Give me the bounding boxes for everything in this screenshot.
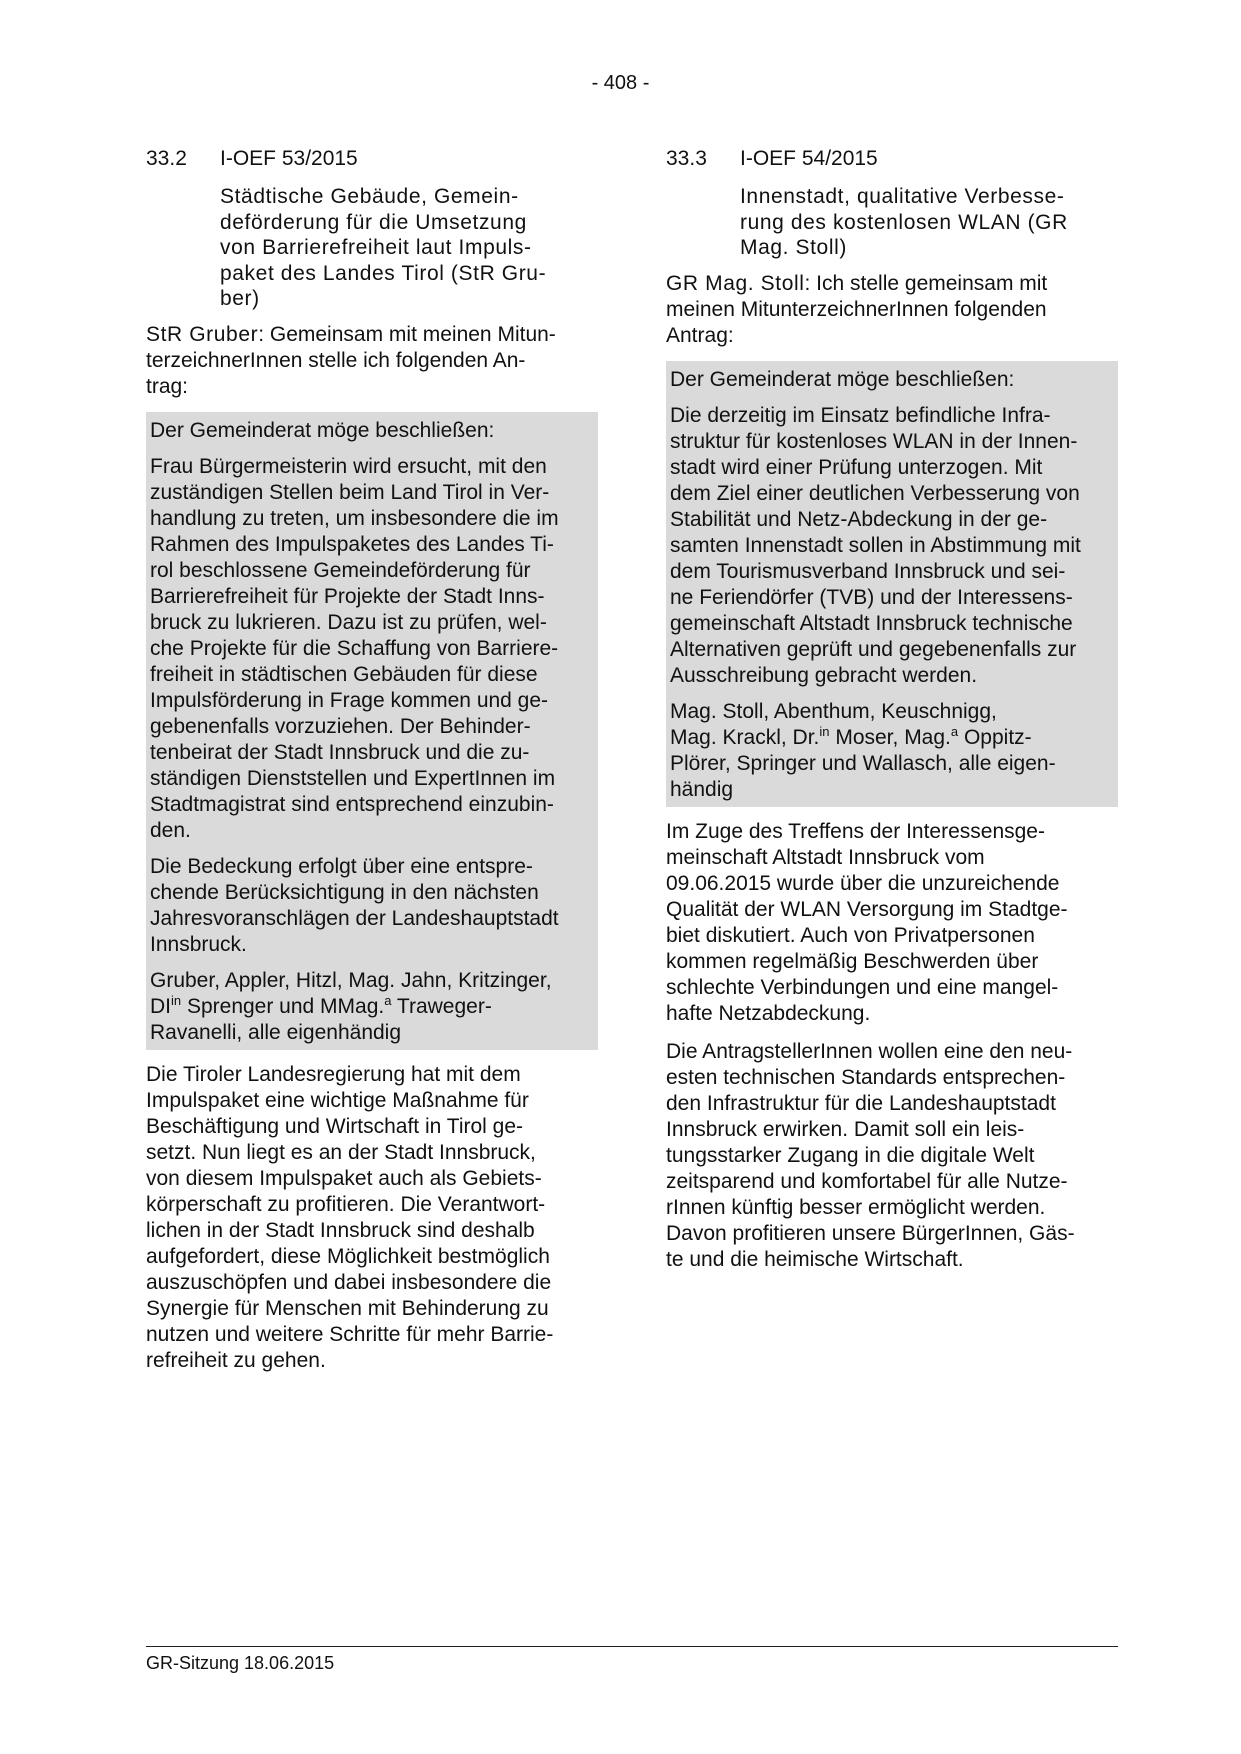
text-line: Plörer, Springer und Wallasch, alle eigen- (670, 751, 1056, 775)
text-line: Davon profitieren unsere BürgerInnen, Gäs- (666, 1221, 1075, 1245)
speaker: StR Gruber (146, 322, 259, 346)
motion-box (146, 412, 598, 1050)
text-line: meinschaft Altstadt Innsbruck vom (666, 845, 985, 869)
footer-text: GR-Sitzung 18.06.2015 (146, 1653, 335, 1673)
intro-line: Antrag: (666, 323, 734, 347)
text-line: Frau Bürgermeisterin wird ersucht, mit den (150, 454, 547, 478)
text-line: Gruber, Appler, Hitzl, Mag. Jahn, Kritzinger, (150, 968, 552, 992)
text-line: von diesem Impulspaket auch als Gebiets- (146, 1166, 542, 1190)
item-code: I-OEF 53/2015 (220, 147, 358, 170)
text-line: ne Feriendörfer (TVB) und der Interessens- (670, 585, 1073, 609)
text-line: te und die heimische Wirtschaft. (666, 1247, 964, 1271)
text-line: tungsstarker Zugang in die digitale Welt (666, 1143, 1035, 1167)
intro-line: : Ich stelle gemeinsam mit (804, 271, 1048, 295)
text-line: Jahresvoranschlägen der Landeshauptstadt (150, 906, 559, 930)
text-line: Qualität der WLAN Versorgung im Stadtge- (666, 897, 1068, 921)
text-line: Innsbruck. (150, 932, 247, 956)
text-line: freiheit in städtischen Gebäuden für diese (150, 662, 538, 686)
text-line: biet diskutiert. Auch von Privatpersonen (666, 923, 1035, 947)
page-number: - 408 - (591, 72, 650, 94)
signatories (150, 968, 594, 1046)
justification-paragraph (666, 819, 1118, 1027)
item-heading (146, 146, 598, 172)
text-line: dem Tourismusverband Innsbruck und sei- (670, 559, 1066, 583)
text-line: den Infrastruktur für die Landeshauptstadt (666, 1091, 1056, 1115)
text-line: Beschäftigung und Wirtschaft in Tirol ge- (146, 1114, 524, 1138)
text-line: setzt. Nun liegt es an der Stadt Innsbruck, (146, 1140, 536, 1164)
text-line: Die Tiroler Landesregierung hat mit dem (146, 1062, 521, 1086)
text-line: handlung zu treten, um insbesondere die im (150, 506, 559, 530)
text-line: tenbeirat der Stadt Innsbruck und die zu- (150, 740, 530, 764)
text-line: Die Bedeckung erfolgt über eine entspre- (150, 854, 533, 878)
text-line: nutzen und weitere Schritte für mehr Barrie- (146, 1322, 554, 1346)
text-line: stadt wird einer Prüfung unterzogen. Mit (670, 455, 1043, 479)
text-line: händig (670, 777, 734, 801)
box-heading: Der Gemeinderat möge beschließen: (150, 418, 495, 442)
text-line: Alternativen geprüft und gegebenenfalls zur (670, 637, 1077, 661)
motion-33-3 (666, 146, 1118, 1273)
text-line: Rahmen des Impulspaketes des Landes Ti- (150, 532, 554, 556)
title-line: paket des Landes Tirol (StR Gru- (220, 261, 547, 285)
motion-33-2 (146, 146, 598, 1374)
text-line: Ausschreibung gebracht werden. (670, 663, 978, 687)
box-paragraph (150, 454, 594, 844)
text-line: Im Zuge des Treffens der Interessensge- (666, 819, 1045, 843)
text-line: körperschaft zu profitieren. Die Verantwort- (146, 1192, 546, 1216)
motion-box (666, 361, 1118, 807)
text-line: bruck zu lukrieren. Dazu ist zu prüfen, wel- (150, 610, 547, 634)
text-line: samten Innenstadt sollen in Abstimmung mit (670, 533, 1081, 557)
text-line: rInnen künftig besser ermöglicht werden. (666, 1195, 1046, 1219)
intro-paragraph (146, 322, 598, 400)
text-line: lichen in der Stadt Innsbruck sind deshalb (146, 1218, 535, 1242)
item-number: 33.3 (666, 147, 707, 170)
title-line: von Barrierefreiheit laut Impuls- (220, 236, 532, 259)
text-line: Stabilität und Netz-Abdeckung in der ge- (670, 507, 1048, 531)
text-line: refreiheit zu gehen. (146, 1348, 326, 1372)
text-line: auszuschöpfen und dabei insbesondere die (146, 1270, 552, 1294)
text-line: den. (150, 818, 191, 842)
text-line: Mag. Krackl, Dr.$^{in}$ Moser, Mag.$^a$ Oppitz- (670, 723, 1032, 749)
signatories (670, 699, 1114, 803)
item-code: I-OEF 54/2015 (740, 147, 878, 170)
text-line: rol beschlossene Gemeindeförderung für (150, 558, 531, 582)
text-line: zeitsparend und komfortabel für alle Nutze- (666, 1169, 1068, 1193)
intro-line: terzeichnerInnen stelle ich folgenden An- (146, 348, 526, 372)
text-line: Stadtmagistrat sind entsprechend einzubin- (150, 792, 554, 816)
text-line: Innsbruck erwirken. Damit soll ein leis- (666, 1117, 1025, 1141)
title-line: Städtische Gebäude, Gemein- (220, 185, 519, 208)
item-title (740, 184, 1118, 261)
text-line: hafte Netzabdeckung. (666, 1001, 871, 1025)
text-line: gemeinschaft Altstadt Innsbruck technische (670, 611, 1073, 635)
box-paragraph (670, 403, 1114, 689)
text-line: 09.06.2015 wurde über die unzureichende (666, 871, 1060, 895)
text-line: Mag. Stoll, Abenthum, Keuschnigg, (670, 699, 997, 723)
text-line: Synergie für Menschen mit Behinderung zu (146, 1296, 549, 1320)
text-line: che Projekte für die Schaffung von Barriere- (150, 636, 559, 660)
text-line: dem Ziel einer deutlichen Verbesserung von (670, 481, 1080, 505)
intro-line: : Gemeinsam mit meinen Mitun- (258, 322, 556, 346)
intro-line: trag: (146, 374, 189, 398)
text-line: $DI^{in}$ Sprenger und MMag.$^a$ Traweger- (150, 992, 492, 1018)
text-line: ständigen Dienststellen und ExpertInnen im (150, 766, 556, 790)
justification-paragraph (666, 1039, 1118, 1273)
text-line: kommen regelmäßig Beschwerden über (666, 949, 1039, 973)
item-number: 33.2 (146, 147, 187, 170)
title-line: Innenstadt, qualitative Verbesse- (740, 185, 1065, 208)
footer-divider (146, 1646, 1118, 1647)
intro-paragraph (666, 271, 1118, 349)
title-line: deförderung für die Umsetzung (220, 210, 527, 234)
box-heading: Der Gemeinderat möge beschließen: (670, 367, 1015, 391)
box-paragraph (150, 854, 594, 958)
text-line: zuständigen Stellen beim Land Tirol in Ver- (150, 480, 550, 504)
intro-line: meinen MitunterzeichnerInnen folgenden (666, 297, 1047, 321)
text-line: Die AntragstellerInnen wollen eine den neu- (666, 1039, 1073, 1063)
title-line: rung des kostenlosen WLAN (GR (740, 210, 1068, 234)
text-line: Ravanelli, alle eigenhändig (150, 1020, 402, 1044)
text-line: struktur für kostenloses WLAN in der Innen- (670, 429, 1078, 453)
justification-paragraph (146, 1062, 598, 1374)
speaker: GR Mag. Stoll (666, 271, 805, 295)
title-line: Mag. Stoll) (740, 236, 847, 259)
item-heading (666, 146, 1118, 172)
text-line: chende Berücksichtigung in den nächsten (150, 880, 539, 904)
item-title (220, 184, 598, 312)
text-line: schlechte Verbindungen und eine mangel- (666, 975, 1059, 999)
text-line: Impulsförderung in Frage kommen und ge- (150, 688, 549, 712)
text-line: aufgefordert, diese Möglichkeit bestmöglich (146, 1244, 550, 1268)
text-line: Die derzeitig im Einsatz befindliche Infra- (670, 403, 1051, 427)
text-line: gebenenfalls vorzuziehen. Der Behinder- (150, 714, 531, 738)
text-line: esten technischen Standards entsprechen- (666, 1065, 1066, 1089)
text-line: Barrierefreiheit für Projekte der Stadt Inns- (150, 584, 545, 608)
title-line: ber) (220, 287, 260, 310)
text-line: Impulspaket eine wichtige Maßnahme für (146, 1088, 529, 1112)
